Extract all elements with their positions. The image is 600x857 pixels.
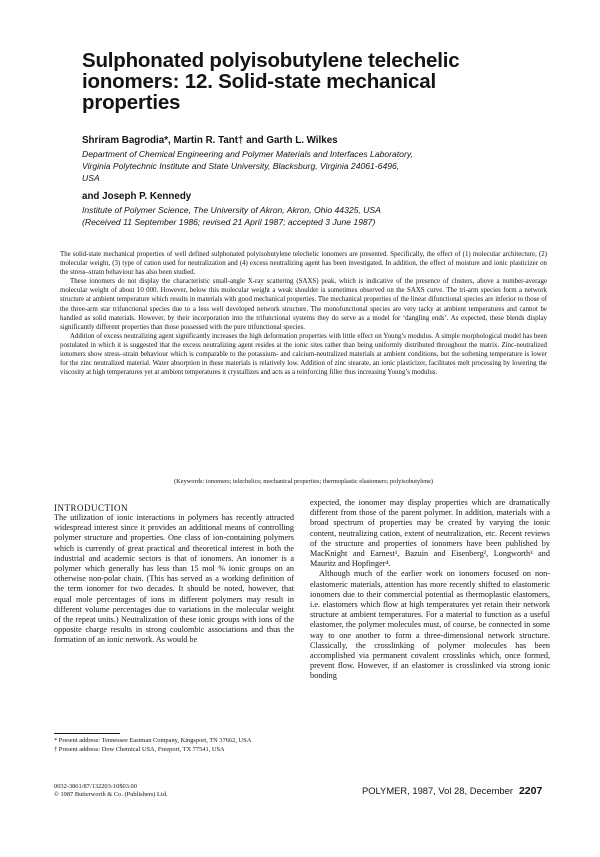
footnote-1: * Present address: Tennessee Eastman Company, Kingsport, TN 37662, USA <box>54 737 252 744</box>
affiliation-2-line-1: Institute of Polymer Science, The University of Akron, Akron, Ohio 44325, USA <box>82 205 381 215</box>
title-line-2: ionomers: 12. Solid-state mechanical <box>82 70 436 93</box>
author-list-2: and Joseph P. Kennedy <box>82 191 192 202</box>
intro-paragraph-1: The utilization of ionic interactions in polymers has recently attracted widespread interest since it provides an additional means of controlling polymer structure and properties. One class of ion-containing polymers which is currently of great practical and theoretical interest in both the industrial and academic sectors is that of ionomers. An ionomer is a polymer which generally has less than 15 mol % ionic groups on an otherwise non-polar chain. (This has served as a working definition of the term ionomer for two decades. It should be noted, however, that equal mole percentages of ions in different polymers may result in different volume percentages due to variations in the molecular weight of the repeat units.) Neutralization of these ionic groups with ions of the opposite charge results in strong coulombic associations and thus the formation of an ionic network. As would be <box>54 513 294 645</box>
affiliation-1 <box>82 148 562 184</box>
received-dates: (Received 11 September 1986; revised 21 April 1987; accepted 3 June 1987) <box>82 217 376 227</box>
copyright-notice: © 1987 Butterworth & Co. (Publishers) Ltd. <box>54 791 168 799</box>
article-code: 0032-3861/87/132203-10$03.00 <box>54 783 137 790</box>
footnote-2: † Present address: Dow Chemical USA, Freeport, TX 77541, USA <box>54 745 225 753</box>
paper-title <box>82 50 542 113</box>
page-number: 2207 <box>518 785 543 797</box>
title-line-3: properties <box>82 91 181 114</box>
right-column <box>310 498 550 682</box>
journal-citation: POLYMER, 1987, Vol 28, December <box>362 785 513 796</box>
intro-paragraph-3: Although much of the earlier work on ionomers focused on non-elastomeric materials, attention has more recently shifted to elastomeric ionomers due to their commercial potential as thermoplastic elastomers, i.e. elastomers which flow at high temperatures yet retain their network structure at ambient temperatures. For a material to function as a useful elastomer, the polymer molecules must, of course, be connected in some way to one another to form a three-dimensional network structure. Classically, the crosslinking of polymer molecules has been accomplished via permanent covalent crosslinks which, once formed, prevent flow. However, if an elastomer is crosslinked via strong ionic bonding <box>310 569 550 681</box>
abstract-paragraph-3: Addition of excess neutralizing agent significantly increases the high deformation properties with little effect on Young’s modulus. A simple morphological model has been postulated in which it is suggested that the excess neutralizing agent resides at the ionic sites rather than being uniformly distributed throughout the matrix. Zinc-neutralized ionomers show stress–strain behaviour which is comparable to the potassium- and calcium-neutralized materials at ambient conditions, but the softening temperature is lower for the zinc neutralized material. Water absorption in these materials is relatively low. Addition of zinc stearate, an ionic plasticizer, facilitates melt processing by lowering the viscosity at high temperatures yet at ambient temperatures it crystallizes and acts as a reinforcing filler thus increasing Young’s modulus. <box>60 332 547 377</box>
abstract <box>60 250 547 377</box>
footnotes <box>54 737 294 754</box>
abstract-paragraph-2: These ionomers do not display the characteristic small-angle X-ray scattering (SAXS) peak, which is indicative of the presence of clusters, above a number-average molecular weight of about 10 000. However, below this molecular weight a weak shoulder is sometimes observed on the SAXS curve. The tri-arm species form a network structure at ambient temperature which results in materials with good mechanical properties. The mechanical properties of the linear difunctional species are inferior to those of the three-arm star trifunctional species due to a less well developed network structure. The monofunctional species are very tacky at ambient temperatures and cannot be handled as solid materials. However, by their incorporation into the trifunctional systems they do serve as a model for ‘dangling ends’. As expected, these blends display significantly different properties than those possessed with the pure trifunctional species. <box>60 278 547 331</box>
keywords: (Keywords: ionomers; telechelics; mechanical properties; thermoplastic elastomers; polyisobutylene) <box>174 478 433 485</box>
copyright-block <box>54 783 168 800</box>
affiliation-2 <box>82 204 562 228</box>
introduction-heading: INTRODUCTION <box>54 503 128 513</box>
abstract-paragraph-1: The solid-state mechanical properties of well defined sulphonated polyisobutylene telechelic ionomers are presented. Specifically, the effect of (1) molecular architecture, (2) molecular weight, (3) type of cation used for neutralization and (4) excess neutralizing agent has been investigated. In addition, the effect of moisture and ionic plasticizer on the stress–strain behaviour has also been studied. <box>60 251 547 277</box>
affiliation-1-line-1: Department of Chemical Engineering and Polymer Materials and Interfaces Laboratory, <box>82 149 413 159</box>
left-column <box>54 513 294 646</box>
title-line-1: Sulphonated polyisobutylene telechelic <box>82 49 460 72</box>
footnote-rule <box>54 733 120 734</box>
affiliation-1-line-2: Virginia Polytechnic Institute and State University, Blacksburg, Virginia 24061-6496, <box>82 161 400 171</box>
affiliation-1-line-3: USA <box>82 173 100 183</box>
author-list-1: Shriram Bagrodia*, Martin R. Tant† and Garth L. Wilkes <box>82 135 338 146</box>
intro-paragraph-2: expected, the ionomer may display properties which are dramatically different from those of the parent polymer. In addition, materials with a broad spectrum of properties may be created by varying the ionic content, neutralizing cation, extent of neutralization, etc. Recent reviews of the structure and properties of ionomers have been published by MacKnight and Earnest¹, Bazuin and Eisenberg², Longworth³ and Mauritz and Hopfinger⁴. <box>310 498 550 569</box>
journal-footer <box>362 785 542 797</box>
